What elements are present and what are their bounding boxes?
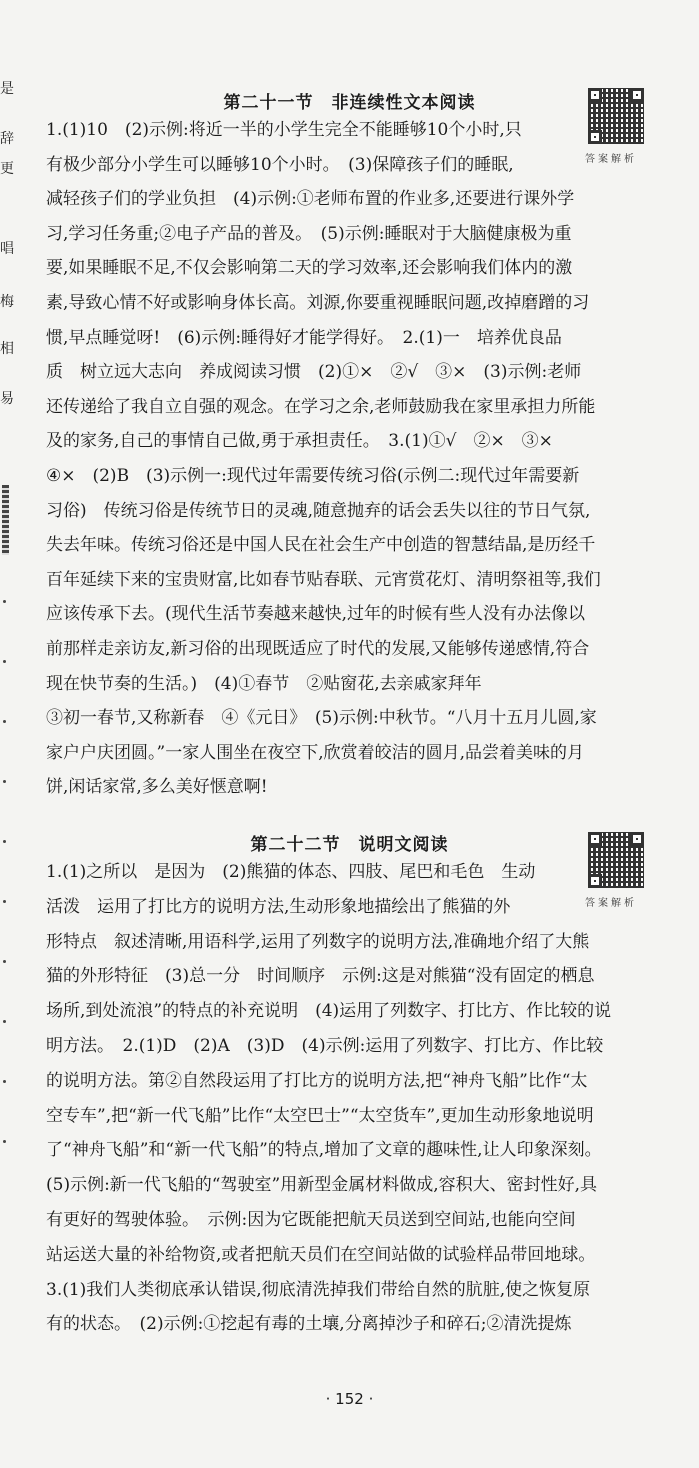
text-line: 1.(1)之所以 是因为 (2)熊猫的体态、四肢、尾巴和毛色 生动 [46,862,536,882]
qr-label: 答案解析 [585,898,637,909]
text-line: ③初一春节,又称新春 ④《元日》 (5)示例:中秋节。“八月十五月儿圆,家 [46,708,597,729]
spine-mark [3,960,6,963]
text-line: 家户户庆团圆。”一家人围坐在夜空下,欣赏着皎洁的圆月,品尝着美味的月 [46,742,584,763]
spine-mark [3,660,6,663]
text-line: 3.(1)我们人类彻底承认错误,彻底清洗掉我们带给自然的肮脏,使之恢复原 [46,1279,591,1300]
spine-char: 梅 [0,294,14,310]
text-line: ④× (2)B (3)示例一:现代过年需要传统习俗(示例二:现代过年需要新 [46,466,580,486]
text-line: 失去年味。传统习俗还是中国人民在社会生产中创造的智慧结晶,是历经千 [46,535,596,556]
text-line: 了“神舟飞船”和“新一代飞船”的特点,增加了文章的趣味性,让人印象深刻。 [46,1140,602,1161]
text-line: 饼,闲话家常,多么美好惬意啊! [46,777,268,798]
text-line: 素,导致心情不好或影响身体长高。刘源,你要重视睡眠问题,改掉磨蹭的习 [46,293,590,313]
text-line: 还传递给了我自立自强的观念。在学习之余,老师鼓励我在家里承担力所能 [46,396,596,417]
spine-mark [3,720,6,723]
qr-code-icon [588,832,644,888]
spine-mark [3,1020,6,1023]
text-line: 有更好的驾驶体验。 示例:因为它既能把航天员送到空间站,也能向空间 [46,1210,576,1230]
section-title: 第二十一节 非连续性文本阅读 [223,93,476,113]
spine-mark [3,1080,6,1083]
text-line: 场所,到处流浪”的特点的补充说明 (4)运用了列数字、打比方、作比较的说 [46,1001,612,1022]
text-line: 1.(1)10 (2)示例:将近一半的小学生完全不能睡够10个小时,只 [46,120,522,140]
text-line: 站运送大量的补给物资,或者把航天员们在空间站做的试验样品带回地球。 [46,1244,596,1265]
text-line: 有极少部分小学生可以睡够10个小时。 (3)保障孩子们的睡眠, [46,154,514,175]
text-line: 惯,早点睡觉呀! (6)示例:睡得好才能学得好。 2.(1)一 培养优良品 [46,327,562,348]
spine-char: 易 [0,391,14,407]
page-number: · 152 · [325,1390,374,1408]
text-line: 空专车”,把“新一代飞船”比作“太空巴士”“太空货车”,更加生动形象地说明 [46,1105,594,1126]
text-line: 要,如果睡眠不足,不仅会影响第二天的学习效率,还会影响我们体内的激 [46,258,573,279]
text-line: 应该传承下去。(现代生活节奏越来越快,过年的时候有些人没有办法像以 [46,604,586,625]
spine-char: 更 [0,161,14,177]
text-line: 减轻孩子们的学业负担 (4)示例:①老师布置的作业多,还要进行课外学 [46,189,575,210]
spine-mark [2,485,9,555]
text-line: 及的家务,自己的事情自己做,勇于承担责任。 3.(1)①√ ②× ③× [46,431,553,452]
spine-mark [3,600,6,603]
text-line: (5)示例:新一代飞船的“驾驶室”用新型金属材料做成,容积大、密封性好,具 [46,1175,597,1196]
qr-label: 答案解析 [585,154,637,165]
text-line: 习,学习任务重;②电子产品的普及。 (5)示例:睡眠对于大脑健康极为重 [46,223,572,244]
text-line: 质 树立远大志向 养成阅读习惯 (2)①× ②√ ③× (3)示例:老师 [46,362,582,383]
text-line: 的说明方法。第②自然段运用了打比方的说明方法,把“神舟飞船”比作“太 [46,1070,588,1091]
spine-mark [3,1140,6,1143]
qr-code-icon [588,88,644,144]
text-line: 现在快节奏的生活。) (4)①春节 ②贴窗花,去亲戚家拜年 [46,673,482,694]
spine-char: 唱 [0,241,14,257]
section-title: 第二十二节 说明文阅读 [250,835,449,855]
text-line: 百年延续下来的宝贵财富,比如春节贴春联、元宵赏花灯、清明祭祖等,我们 [46,569,601,590]
spine-char: 相 [0,341,14,357]
spine-char: 辞 [0,131,14,147]
spine-mark [3,900,6,903]
text-line: 活泼 运用了打比方的说明方法,生动形象地描绘出了熊猫的外 [46,896,511,917]
facing-page-spine [0,60,16,1320]
text-line: 形特点 叙述清晰,用语科学,运用了列数字的说明方法,准确地介绍了大熊 [46,931,590,952]
text-line: 明方法。 2.(1)D (2)A (3)D (4)示例:运用了列数字、打比方、作比较 [46,1036,604,1056]
spine-mark [3,780,6,783]
text-line: 习俗) 传统习俗是传统节日的灵魂,随意抛弃的话会丢失以往的节日气氛, [46,500,591,521]
text-line: 猫的外形特征 (3)总一分 时间顺序 示例:这是对熊猫“没有固定的栖息 [46,966,595,987]
text-line: 有的状态。 (2)示例:①挖起有毒的土壤,分离掉沙子和碎石;②清洗提炼 [46,1314,572,1335]
spine-char: 是 [0,81,14,97]
text-line: 前那样走亲访友,新习俗的出现既适应了时代的发展,又能够传递感情,符合 [46,639,590,659]
